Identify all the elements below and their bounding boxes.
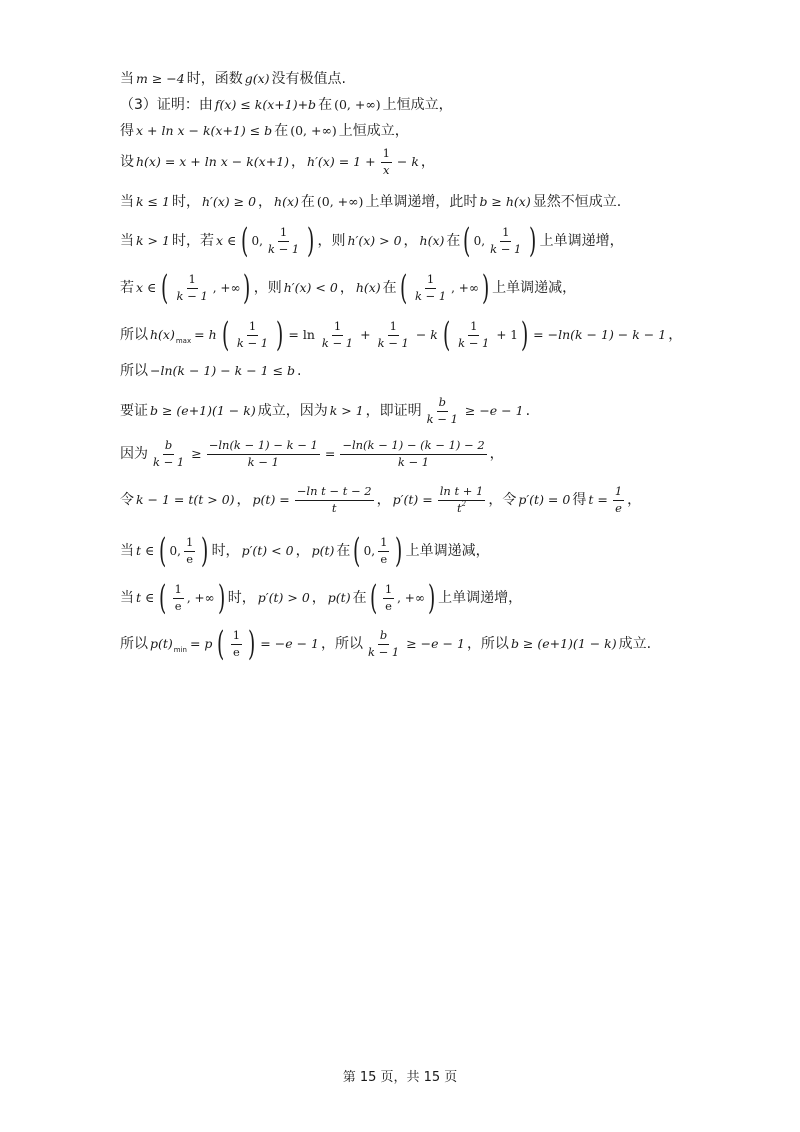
text: 在 — [318, 97, 333, 113]
text: 因为 — [120, 446, 148, 462]
math: b ≥ (e+1)(1 − k) — [150, 402, 256, 418]
math: p(t) — [150, 635, 173, 651]
paren-group: ( $\frac{1}{k - 1}$ ) — [221, 315, 284, 355]
fraction: $\frac{1}{e}$ — [614, 484, 623, 515]
math: (0, +∞) — [334, 96, 381, 112]
fraction: $\frac{-\ln(k - 1) - (k - 1) - 2}{k - 1}$ — [342, 438, 485, 469]
math: h(x) = x + ln x − k(x+1) — [136, 153, 290, 169]
math: f(x) ≤ k(x+1)+b — [214, 96, 317, 112]
math: −ln(k − 1) − k − 1 ≤ b — [150, 362, 296, 378]
text: 上单调递增， — [539, 233, 624, 249]
text: 时， — [227, 590, 256, 606]
text: ， — [258, 194, 273, 210]
text: 上单调递减， — [405, 543, 490, 559]
math: = −ln(k − 1) − k − 1 — [533, 326, 667, 342]
text: 要证 — [120, 403, 148, 419]
text: 没有极值点. — [271, 71, 346, 87]
text: . — [297, 363, 302, 379]
text: 成立，因为 — [257, 403, 328, 419]
math: h′(x) > 0 — [347, 232, 402, 248]
subscript: min — [173, 645, 187, 654]
solution-line-11 — [120, 440, 504, 468]
interval: ( 0, $\frac{1}{k - 1}$ ) — [463, 221, 537, 261]
math: p′(t) = — [392, 491, 433, 507]
math: = p — [189, 635, 213, 651]
fraction: $\frac{b}{k - 1}$ — [153, 438, 185, 469]
fraction: $\frac{\text{−ln t − t − 2}}{t}$ — [296, 484, 372, 515]
math: p(t) = — [252, 491, 290, 507]
text: 在 — [336, 543, 351, 559]
text: ，则 — [317, 233, 346, 249]
text: 在 — [446, 233, 461, 249]
math: x ∈ — [215, 232, 237, 248]
solution-line-3 — [120, 124, 409, 138]
solution-line-5 — [120, 195, 621, 209]
text: 在 — [352, 590, 367, 606]
math: ≥ — [191, 445, 202, 461]
solution-line-15 — [120, 624, 652, 664]
math: m ≥ −4 — [136, 70, 185, 86]
part-3-heading: （3）证明：由 — [120, 97, 213, 113]
math: t ∈ — [136, 589, 155, 605]
math: = ln — [288, 326, 315, 342]
math: x + ln x − k(x+1) ≤ b — [136, 122, 273, 138]
page-footer: 第 15 页，共 15 页 — [342, 1070, 458, 1085]
math: h′(x) = 1 + — [307, 153, 376, 169]
fraction: $\frac{b}{k - 1}$ — [426, 395, 458, 426]
text: ，即证明 — [365, 403, 422, 419]
interval: ( $\frac{1}{k - 1}$ , +∞ ) — [161, 268, 251, 308]
text: 当 — [120, 590, 134, 606]
text: 得 — [120, 123, 134, 139]
paren-group: ( $\frac{1}{k - 1}$ + 1 ) — [442, 315, 529, 355]
text: ， — [420, 154, 435, 170]
math: x ∈ — [136, 279, 157, 295]
solution-line-9 — [120, 364, 301, 378]
text: ，则 — [253, 280, 282, 296]
text: 在 — [300, 194, 315, 210]
math: h(x) — [150, 326, 175, 342]
text: 时，函数 — [186, 71, 243, 87]
solution-line-8 — [120, 315, 683, 355]
text: ， — [489, 446, 504, 462]
solution-line-4 — [120, 148, 435, 176]
solution-line-6 — [120, 221, 624, 261]
math: − k — [396, 153, 419, 169]
solution-line-13 — [120, 531, 490, 571]
math: + — [360, 326, 371, 342]
text: ， — [376, 492, 391, 508]
solution-line-1 — [120, 72, 346, 86]
math: h(x) — [355, 279, 381, 295]
solution-line-10 — [120, 397, 530, 425]
text: ， — [236, 492, 251, 508]
text: 当 — [120, 543, 134, 559]
math: h′(x) < 0 — [283, 279, 338, 295]
math: k > 1 — [329, 402, 364, 418]
fraction: $\frac{1}{k - 1}$ — [377, 319, 409, 350]
fraction: $\frac{1}{x}$ — [382, 146, 390, 177]
text: 上恒成立， — [382, 97, 453, 113]
math: k > 1 — [136, 232, 170, 248]
text: 上单调递增，此时 — [365, 194, 478, 210]
text: . — [525, 403, 531, 419]
fraction: $\frac{\text{ln t + 1}}{t^2}$ — [439, 484, 484, 515]
math: p′(t) > 0 — [257, 589, 310, 605]
solution-line-7 — [120, 268, 577, 308]
text: ，所以 — [321, 636, 363, 652]
math: − k — [415, 326, 438, 342]
solution-line-14 — [120, 578, 523, 618]
text: 成立. — [618, 636, 652, 652]
text: 上单调递减， — [492, 280, 577, 296]
text: ，所以 — [466, 636, 509, 652]
paren-group: ( $\frac{1}{e}$ ) — [217, 624, 256, 664]
interval: ( 0, $\frac{1}{e}$ ) — [353, 531, 403, 571]
solution-line-2 — [120, 98, 453, 112]
math: (0, +∞) — [316, 193, 364, 209]
text: 若 — [120, 280, 134, 296]
math: k − 1 = t(t > 0) — [136, 491, 235, 507]
text: ， — [668, 327, 683, 343]
text: 令 — [120, 492, 134, 508]
math: = −e − 1 — [260, 635, 319, 651]
text: ， — [311, 590, 326, 606]
math: ≥ −e − 1 — [464, 402, 524, 418]
text: ，令 — [488, 492, 517, 508]
math: ≥ −e − 1 — [406, 635, 465, 651]
math: t = — [588, 491, 608, 507]
math: t ∈ — [136, 542, 155, 558]
solution-line-12 — [120, 486, 641, 514]
text: 时， — [211, 543, 240, 559]
text: 当 — [120, 194, 134, 210]
interval: ( $\frac{1}{e}$ , +∞ ) — [369, 578, 436, 618]
fraction: $\frac{b}{k - 1}$ — [368, 628, 400, 659]
text: ， — [403, 233, 418, 249]
text: 设 — [120, 154, 134, 170]
math: p′(t) = 0 — [518, 491, 571, 507]
math: = — [324, 445, 336, 461]
math: p′(t) < 0 — [241, 542, 294, 558]
math: h(x) — [274, 193, 299, 209]
text: 所以 — [120, 327, 148, 343]
text: ， — [339, 280, 354, 296]
text: ， — [627, 492, 642, 508]
interval: ( 0, $\frac{1}{e}$ ) — [159, 531, 209, 571]
fraction: $\frac{1}{k - 1}$ — [321, 319, 354, 350]
text: 当 — [120, 233, 134, 249]
text: 上单调递增， — [438, 590, 523, 606]
math: h(x) — [419, 232, 445, 248]
interval: ( $\frac{1}{e}$ , +∞ ) — [159, 578, 225, 618]
math: k ≤ 1 — [136, 193, 170, 209]
text: 所以 — [120, 363, 148, 379]
text: ， — [295, 543, 310, 559]
math: g(x) — [244, 70, 270, 86]
text: 在 — [382, 280, 397, 296]
fraction: $\frac{-\ln(k - 1) - k - 1}{k - 1}$ — [208, 438, 318, 469]
math: = h — [194, 326, 217, 342]
math: b ≥ h(x) — [479, 193, 531, 209]
math: p(t) — [311, 542, 335, 558]
text: 得 — [572, 492, 587, 508]
text: 当 — [120, 71, 134, 87]
math: h′(x) ≥ 0 — [201, 193, 257, 209]
text: 所以 — [120, 636, 148, 652]
text: 在 — [274, 123, 289, 139]
math: b ≥ (e+1)(1 − k) — [510, 635, 617, 651]
math: p(t) — [327, 589, 351, 605]
math: (0, +∞) — [290, 122, 337, 138]
text: 时， — [171, 194, 200, 210]
interval: ( $\frac{1}{k - 1}$ , +∞ ) — [399, 268, 490, 308]
text: 显然不恒成立. — [532, 194, 622, 210]
text: 上恒成立， — [338, 123, 409, 139]
text: ， — [291, 154, 306, 170]
interval: ( 0, $\frac{1}{k - 1}$ ) — [241, 221, 315, 261]
subscript: max — [175, 336, 192, 345]
text: 时，若 — [171, 233, 214, 249]
